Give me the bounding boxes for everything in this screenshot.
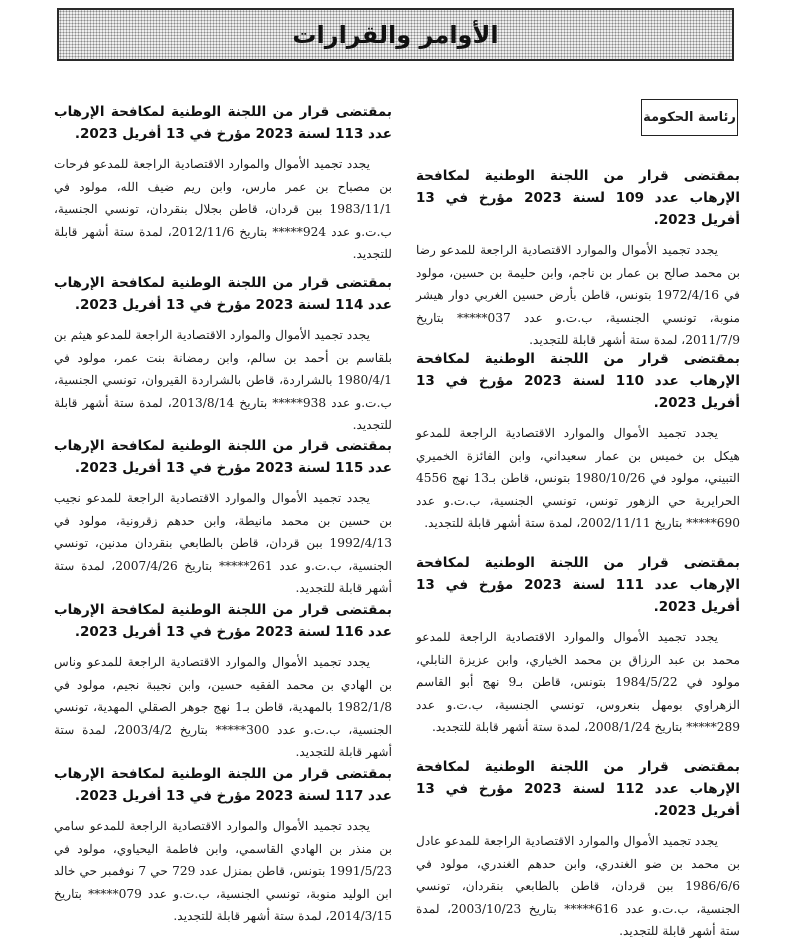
decision-heading: بمقتضى قرار من اللجنة الوطنية لمكافحة الإرهاب عدد 113 لسنة 2023 مؤرخ في 13 أفريل 2023. [54,104,392,142]
decision-112 [416,756,740,943]
page-title: الأوامر والقرارات [292,20,499,49]
decision-113 [54,101,392,266]
decision-heading: بمقتضى قرار من اللجنة الوطنية لمكافحة الإرهاب عدد 117 لسنة 2023 مؤرخ في 13 أفريل 2023. [54,766,392,804]
decision-heading: بمقتضى قرار من اللجنة الوطنية لمكافحة الإرهاب عدد 109 لسنة 2023 مؤرخ في 13 أفريل 2023. [416,168,741,228]
decision-body: يجدد تجميد الأموال والموارد الاقتصادية الراجعة للمدعو هيثم بن بلقاسم بن أحمد بن سالم، وابن رمضانة بنت عمر، مولود في 1980/4/1 بالشراردة، قاطن بالشراردة القيروان، تونسي الجنسية، ب.ت.و عدد 938***** بتاريخ 2013/8/14، لمدة ستة أشهر قابلة للتجديد. [54,328,392,432]
decision-117 [54,763,392,928]
decision-109 [416,165,740,352]
decision-111 [416,552,740,739]
decision-heading: بمقتضى قرار من اللجنة الوطنية لمكافحة الإرهاب عدد 111 لسنة 2023 مؤرخ في 13 أفريل 2023. [416,555,741,615]
decision-110 [416,348,740,535]
decision-body: يجدد تجميد الأموال والموارد الاقتصادية الراجعة للمدعو سامي بن منذر بن الهادي القاسمي، وابن فاطمة اليحياوي، مولود في 1991/5/23 بتونس، قاطن بمنزل عدد 729 حي 7 نوفمبر حي خالد ابن الوليد منوبة، تونسي الجنسية، ب.ت.و عدد 079***** بتاريخ 2014/3/15، لمدة ستة أشهر قابلة للتجديد. [54,819,392,923]
decision-body: يجدد تجميد الأموال والموارد الاقتصادية الراجعة للمدعو هيكل بن خميس بن عمار سعيداني، وابن الفائزة الخميري التبيني، مولود في 1980/10/26 بتونس، قاطن بـ13 نهج 4556 الحرايرية حي الزهور تونس، تونسي الجنسية، ب.ت.و عدد 690***** بتاريخ 2002/11/11، لمدة ستة أشهر قابلة للتجديد. [416,426,741,530]
decision-body: يجدد تجميد الأموال والموارد الاقتصادية الراجعة للمدعو فرحات بن مصباح بن عمر مارس، وابن ريم ضيف الله، مولود في 1983/11/1 ببن قردان، قاطن بجلال بنقردان، تونسي الجنسية، ب.ت.و عدد 924***** بتاريخ 2012/11/6، لمدة ستة أشهر قابلة للتجديد. [54,157,392,261]
decision-body: يجدد تجميد الأموال والموارد الاقتصادية الراجعة للمدعو نجيب بن حسين بن محمد مانيطة، وابن حدهم زقرونية، مولود في 1992/4/13 ببن قردان، قاطن بالطابعي بنقردان مدنين، تونسي الجنسية، ب.ت.و عدد 261***** بتاريخ 2007/4/26، لمدة ستة أشهر قابلة للتجديد. [54,491,392,595]
decision-body: يجدد تجميد الأموال والموارد الاقتصادية الراجعة للمدعو رضا بن محمد صالح بن عمار بن ناجم، وابن حليمة بن حسين، مولود في 1972/4/16 بتونس، قاطن بأرض حسين الغربي دوار هيشر منوبة، تونسي الجنسية، ب.ت.و عدد 037***** بتاريخ 2011/7/9، لمدة ستة أشهر قابلة للتجديد. [416,243,741,347]
decision-114 [54,272,392,437]
decision-heading: بمقتضى قرار من اللجنة الوطنية لمكافحة الإرهاب عدد 110 لسنة 2023 مؤرخ في 13 أفريل 2023. [416,351,741,411]
decision-heading: بمقتضى قرار من اللجنة الوطنية لمكافحة الإرهاب عدد 114 لسنة 2023 مؤرخ في 13 أفريل 2023. [54,275,392,313]
decision-116 [54,599,392,764]
decision-115 [54,435,392,600]
decision-body: يجدد تجميد الأموال والموارد الاقتصادية الراجعة للمدعو عادل بن محمد بن ضو الغندري، وابن حدهم الغندري، مولود في 1986/6/6 ببن قردان، قاطن بالطابعي بنقردان، تونسي الجنسية، ب.ت.و عدد 616***** بتاريخ 2003/10/23، لمدة ستة أشهر قابلة للتجديد. [416,834,740,938]
decision-heading: بمقتضى قرار من اللجنة الوطنية لمكافحة الإرهاب عدد 112 لسنة 2023 مؤرخ في 13 أفريل 2023. [416,759,741,819]
page-title-banner [57,8,734,61]
decision-heading: بمقتضى قرار من اللجنة الوطنية لمكافحة الإرهاب عدد 116 لسنة 2023 مؤرخ في 13 أفريل 2023. [54,602,392,640]
decision-heading: بمقتضى قرار من اللجنة الوطنية لمكافحة الإرهاب عدد 115 لسنة 2023 مؤرخ في 13 أفريل 2023. [54,438,392,476]
section-label: رئاسة الحكومة [643,110,736,125]
decision-body: يجدد تجميد الأموال والموارد الاقتصادية الراجعة للمدعو محمد بن عبد الرزاق بن محمد الخياري، وابن عزيزة النابلي، مولود في 1984/5/22 بتونس، قاطن بـ9 نهج أبو القاسم الزهراوي بومهل بنعروس، تونسي الجنسية، ب.ت.و عدد 289***** بتاريخ 2008/1/24، لمدة ستة أشهر قابلة للتجديد. [416,630,740,734]
section-label-box [641,99,738,136]
decision-body: يجدد تجميد الأموال والموارد الاقتصادية الراجعة للمدعو وناس بن الهادي بن محمد الفقيه حسين، وابن نجيبة نجيم، مولود في 1982/1/8 بالمهدية، قاطن بـ1 نهج جوهر الصقلي المهدية، تونسي الجنسية، ب.ت.و عدد 300***** بتاريخ 2003/4/2، لمدة ستة أشهر قابلة للتجديد. [54,655,392,759]
